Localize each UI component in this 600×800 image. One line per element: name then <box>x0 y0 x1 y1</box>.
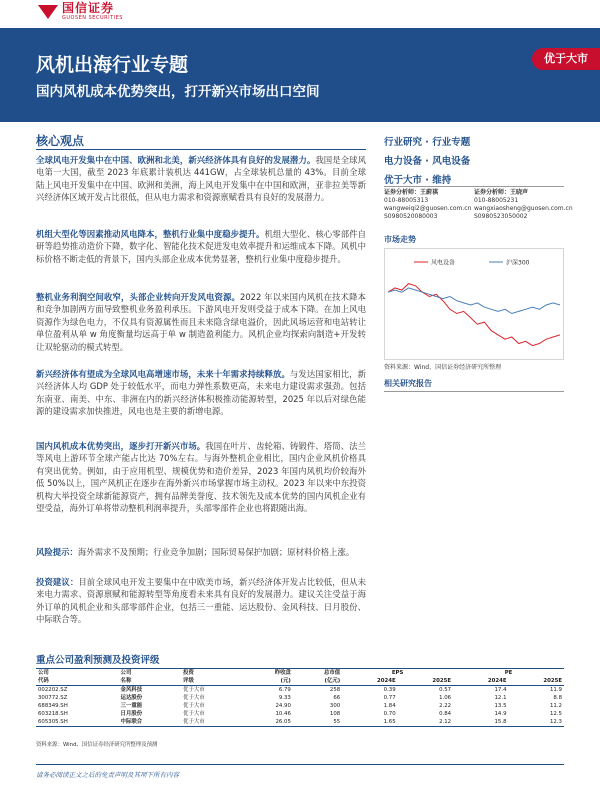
side-divider <box>384 391 564 392</box>
logo-mark-icon <box>38 3 58 21</box>
paragraph-body: 机组大型化、核心零部件自研等趋势推动造价下降，数字化、智能化技术促进发电效率提升和运维成本下降。风机中标价格不断走低的背景下，国内头部企业成本优势显著，整机行业集中度稳步提升。 <box>36 229 367 264</box>
table-row <box>36 718 564 727</box>
table-cell: 26.05 <box>244 718 293 727</box>
paragraph-body: 目前全球风电开发主要集中在中欧美市场，新兴经济体开发占比较低，但从未来电力需求、资源禀赋和能源转型等角度看未来具有良好的发展潜力。建议关注受益于海外订单的风机企业和头部零部件企业，包括三一重能、运达股份、金风科技、日月股份、中际联合等。 <box>36 577 367 625</box>
table-cell: 15.8 <box>453 718 508 727</box>
stock-code-cell: 300772.SZ <box>38 695 68 701</box>
rating-line: 优于大市 · 维持 <box>384 175 452 186</box>
analyst-email[interactable]: wangweiqi2@guosen.com.cn <box>384 205 472 212</box>
section-divider <box>36 149 366 150</box>
series-line-1 <box>388 284 560 346</box>
report-title: 风机出海行业专题 <box>36 54 189 76</box>
paragraph-body: 2022 年以来国内风机在技术降本和竞争加剧两方面导致整机业务盈利承压。下游风电开发则受益于成本下降。在加上风电资源作为绿色电力，不仅具有资源属性而且未来隐含绿电溢价，因此风场运营和电站转让单位盈利从单 w 角度衡量均远高于单 w 制造盈利能力。风机企业均探索向制造+开发转让双轮驱动的模式转型。 <box>36 292 366 352</box>
table-cell: 55 <box>293 718 342 727</box>
logo-name-cn: 国信证券 <box>62 1 115 15</box>
table-header-row <box>36 677 564 686</box>
table-cell: 6.79 <box>278 687 291 693</box>
disclaimer-footer: 请务必阅读正文之后的免责声明及其项下所有内容 <box>36 771 179 779</box>
table-header: 2024E <box>342 677 397 686</box>
rating-badge: 优于大市 <box>532 48 600 70</box>
table-cell: 1.06 <box>439 695 452 701</box>
table-cell: 13.5 <box>494 703 507 709</box>
footer-divider <box>36 764 564 765</box>
table-header: 总市值 <box>293 669 342 678</box>
paragraph-lead: 全球风电开发集中在中国、欧洲和北美，新兴经济体具有良好的发展潜力。 <box>36 155 316 165</box>
paragraph-body: 海外需求不及预期；行业竞争加剧；国际贸易保护加剧；原材料价格上涨。 <box>77 547 355 557</box>
table-header: (元) <box>244 677 293 686</box>
paragraph-lead: 新兴经济体有望成为全球风电高增速市场，未来十年需求持续释放。 <box>36 369 290 379</box>
table-source: 资料来源：Wind、国信证券经济研究所整理及预测 <box>36 742 158 748</box>
section-heading-core: 核心观点 <box>36 134 85 148</box>
paragraph-lead: 投资建议： <box>36 577 79 587</box>
table-cell: 优于大市 <box>183 687 205 693</box>
table-cell: 9.33 <box>278 695 291 701</box>
table-cell: 2.12 <box>398 718 453 727</box>
table-cell: 10.46 <box>275 711 291 717</box>
table-header: 名称 <box>119 677 182 686</box>
stock-code-cell: 688349.SH <box>38 703 68 709</box>
table-cell: 12.3 <box>509 718 564 727</box>
table-cell: 12.1 <box>494 695 507 701</box>
series-line-2 <box>388 288 560 314</box>
table-row <box>36 694 564 702</box>
table-header: 2025E <box>398 677 453 686</box>
table-header: 投资 <box>181 669 244 678</box>
company-name-cell: 运达股份 <box>120 695 143 701</box>
analyst-email[interactable]: wangxiaosheng@guosen.com.cn <box>474 205 573 212</box>
table-cell: 0.57 <box>439 687 452 693</box>
analyst-name: 证券分析师：王晓声 <box>474 189 529 196</box>
table-cell: 0.77 <box>383 695 396 701</box>
core-paragraph <box>36 228 366 265</box>
table-cell: 12.5 <box>549 711 562 717</box>
forecast-table <box>36 668 564 727</box>
table-title: 重点公司盈利预测及投资评级 <box>36 655 160 666</box>
table-cell: 66 <box>333 695 341 701</box>
header-bar <box>0 0 600 28</box>
table-cell: 0.70 <box>383 711 396 717</box>
market-trend-chart <box>384 248 564 360</box>
table-header: 2025E <box>509 677 564 686</box>
table-header-eps: EPS <box>342 669 453 678</box>
table-header: 昨收盘 <box>244 669 293 678</box>
core-paragraph <box>36 440 366 514</box>
table-cell: 11.2 <box>549 703 562 709</box>
table-header: (亿元) <box>293 677 342 686</box>
company-logo <box>38 2 123 21</box>
report-subtitle: 国内风机成本优势突出，打开新兴市场出口空间 <box>36 84 320 100</box>
core-paragraph <box>36 154 366 204</box>
chart-title: 市场走势 <box>384 235 416 244</box>
table-cell: 17.4 <box>494 687 507 693</box>
paragraph-body: 我国在叶片、齿轮箱、铸锻件、塔筒、法兰等风电上游环节全球产能占比达 70%左右。与海外整机企业相比，国内企业风机价格具有突出优势。例如，由于应用机型、规模优势和造价差异，2023 年国内风机均价较海外低 50%以上，国产风机正在逐步在海外新兴市场掌握市场主动权。2023 年以来中东投资机构大举投资全球新能源资产，拥有品牌美誉度、技术领先及成本优势的国内风机企业有望受益，海外订单将带动整机利润率提升，头部零部件企业也将跟随出海。 <box>36 441 367 514</box>
core-paragraph <box>36 368 366 418</box>
table-header-row <box>36 669 564 678</box>
analyst-phone: 010-88005313 <box>384 197 429 204</box>
table-cell: 2.22 <box>439 703 452 709</box>
table-cell: 24.90 <box>275 703 291 709</box>
analyst-cert: S0980523050002 <box>474 213 528 220</box>
table-header: 公司 <box>36 669 119 678</box>
paragraph-lead: 整机业务利润空间收窄，头部企业转向开发风电资源。 <box>36 292 241 302</box>
table-cell: 1.84 <box>383 703 396 709</box>
legend-label-2: 沪深300 <box>506 259 530 267</box>
table-cell: 300 <box>329 703 341 709</box>
logo-name-en: GUOSEN SECURITIES <box>62 15 123 21</box>
company-name-cell: 中际联合 <box>119 718 182 727</box>
table-cell: 0.39 <box>383 687 396 693</box>
paragraph-body: 我国是全球风电第一大国，截至 2023 年底累计装机达 441GW，占全球装机总量的 43%。目前全球陆上风电开发集中在中国、欧洲和美洲，海上风电开发集中在中国和欧洲，亚非拉美等新兴经济体区域开发占比很低，但从电力需求和资源禀赋看具有良好的发展潜力。 <box>36 155 367 203</box>
table-header-pe: PE <box>453 669 564 678</box>
table-header: 代码 <box>36 677 119 686</box>
risk-paragraph <box>36 546 366 558</box>
sector-label: 电力设备 · 风电设备 <box>384 156 471 167</box>
investment-paragraph <box>36 576 366 626</box>
core-paragraph <box>36 291 366 353</box>
paragraph-lead: 风险提示： <box>36 547 78 557</box>
company-name-cell: 金风科技 <box>120 687 143 693</box>
analyst-card <box>474 189 573 221</box>
stock-code-cell: 603218.SH <box>38 711 68 717</box>
paragraph-lead: 国内风机成本优势突出，逐步打开新兴市场。 <box>36 441 206 451</box>
table-cell: 优于大市 <box>183 711 205 717</box>
company-name-cell: 三一重能 <box>120 703 143 709</box>
paragraph-lead: 机组大型化等因素推动风电降本，整机行业集中度稳步提升。 <box>36 229 265 239</box>
report-category: 行业研究 · 行业专题 <box>384 137 471 148</box>
side-divider <box>384 186 564 187</box>
table-row <box>36 702 564 710</box>
table-cell: 108 <box>329 711 341 717</box>
table-cell: 优于大市 <box>183 695 205 701</box>
stock-code-cell: 605305.SH <box>36 718 119 727</box>
analyst-name: 证券分析师：王蔚祺 <box>384 189 439 196</box>
table-header: 2024E <box>453 677 508 686</box>
analyst-phone: 010-88005231 <box>474 197 519 204</box>
table-cell: 258 <box>329 687 341 693</box>
table-cell: 优于大市 <box>183 703 205 709</box>
stock-code-cell: 002202.SZ <box>38 687 68 693</box>
table-cell: 8.8 <box>553 695 562 701</box>
related-reports-heading[interactable]: 相关研究报告 <box>384 379 432 388</box>
table-row <box>36 686 564 695</box>
chart-source: 资料来源：Wind、国信证券经济研究所整理 <box>384 364 502 371</box>
table-row <box>36 710 564 718</box>
table-cell: 优于大市 <box>181 718 244 727</box>
table-cell: 1.65 <box>342 718 397 727</box>
table-header: 评级 <box>181 677 244 686</box>
table-header: 公司 <box>119 669 182 678</box>
company-name-cell: 日月股份 <box>120 711 143 717</box>
table-cell: 14.9 <box>494 711 507 717</box>
table-cell: 11.9 <box>549 687 562 693</box>
analyst-cert: S0980520080003 <box>384 213 438 220</box>
table-cell: 0.84 <box>439 711 452 717</box>
paragraph-body: 与发达国家相比，新兴经济体人均 GDP 处于较低水平，而电力弹性系数更高，未来电力建设需求强劲。包括东南亚、南美、中东、非洲在内的新兴经济体积极推动能源转型，2025 年以后对绿色能源的建设需求加快推进，风电也是主要的新增电源。 <box>36 369 367 417</box>
analyst-card <box>384 189 474 221</box>
legend-label-1: 风电设备 <box>431 259 456 267</box>
